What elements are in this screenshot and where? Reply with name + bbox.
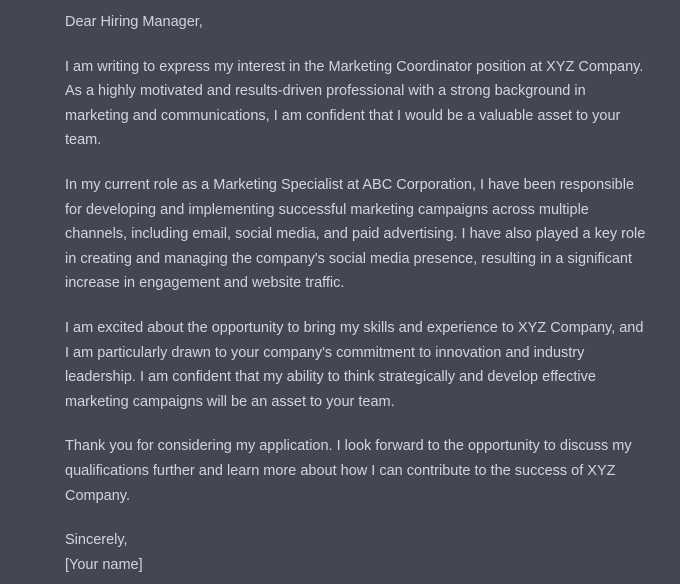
paragraph-line: team. bbox=[65, 132, 102, 149]
letter-paragraph-thanks bbox=[65, 434, 665, 508]
paragraph-line: Thank you for considering my application. I look forward to the opportunity to discuss my bbox=[65, 438, 632, 455]
paragraph-line: marketing campaigns will be an asset to your team. bbox=[65, 393, 395, 410]
letter-greeting: Dear Hiring Manager, bbox=[65, 14, 203, 30]
paragraph-line: channels, including email, social media, and paid advertising. I have also played a key role bbox=[65, 226, 646, 243]
letter-paragraph-motivation bbox=[65, 316, 665, 414]
paragraph-line: I am writing to express my interest in the Marketing Coordinator position at XYZ Company. bbox=[65, 58, 644, 75]
paragraph-line: I am particularly drawn to your company's commitment to innovation and industry bbox=[65, 344, 585, 361]
letter-signature: [Your name] bbox=[65, 556, 143, 573]
paragraph-line: for developing and implementing successful marketing campaigns across multiple bbox=[65, 201, 589, 218]
letter-signoff bbox=[65, 528, 665, 577]
paragraph-line: qualifications further and learn more about how I can contribute to the success of XYZ bbox=[65, 462, 616, 479]
paragraph-line: I am excited about the opportunity to bring my skills and experience to XYZ Company, and bbox=[65, 319, 644, 336]
paragraph-line: In my current role as a Marketing Specialist at ABC Corporation, I have been responsible bbox=[65, 176, 635, 193]
paragraph-line: marketing and communications, I am confident that I would be a valuable asset to your bbox=[65, 107, 621, 124]
paragraph-line: leadership. I am confident that my ability to think strategically and develop effective bbox=[65, 369, 596, 386]
paragraph-line: As a highly motivated and results-driven professional with a strong background in bbox=[65, 83, 586, 100]
letter-paragraph-experience bbox=[65, 173, 665, 296]
paragraph-line: increase in engagement and website traffic. bbox=[65, 275, 345, 292]
letter-paragraph-intro bbox=[65, 55, 665, 153]
letter-closing: Sincerely, bbox=[65, 532, 128, 549]
paragraph-line: Company. bbox=[65, 487, 131, 504]
cover-letter bbox=[65, 10, 665, 577]
paragraph-line: in creating and managing the company's social media presence, resulting in a significant bbox=[65, 250, 632, 267]
